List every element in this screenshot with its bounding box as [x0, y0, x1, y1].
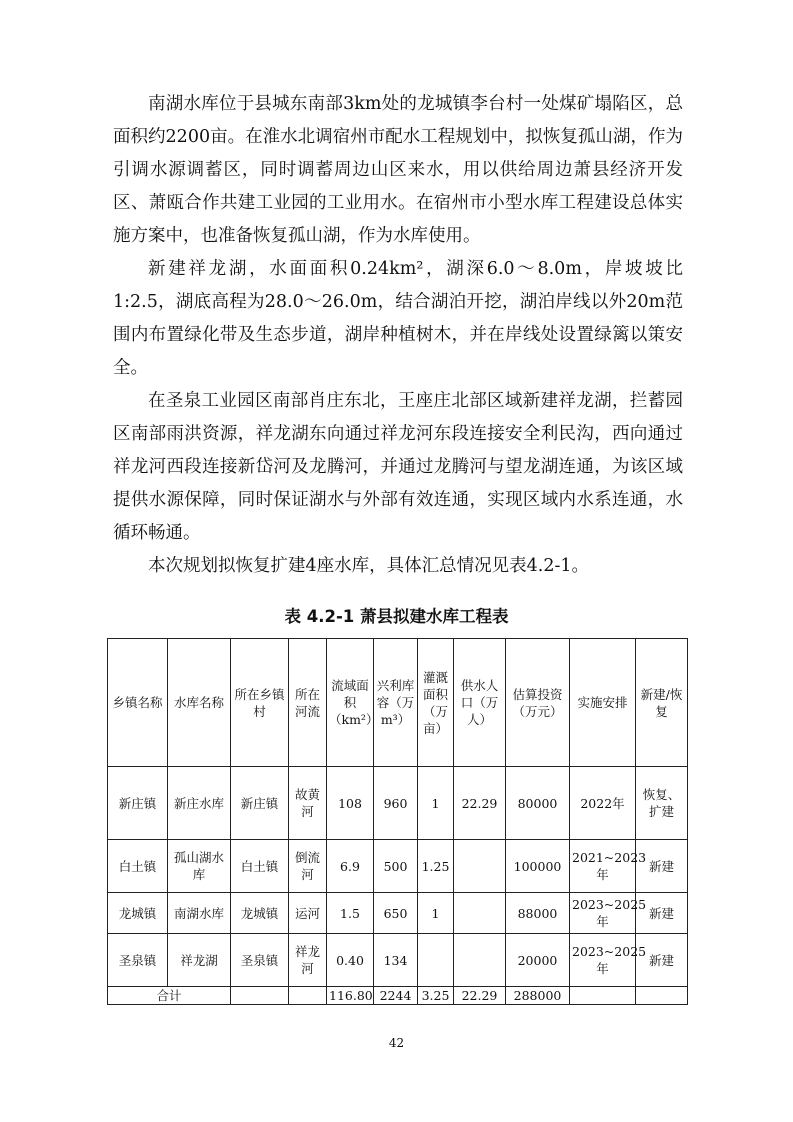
table-cell: 新庄镇: [108, 767, 168, 840]
table-cell: 116.80: [327, 987, 374, 1005]
table-row: [108, 934, 688, 987]
table-cell: 故黄河: [289, 767, 327, 840]
table-cell: 新庄镇: [231, 767, 289, 840]
table-cell: [231, 987, 289, 1005]
table-cell: 2023~2025年: [570, 934, 636, 987]
table-cell: [289, 987, 327, 1005]
table-cell: 祥龙河: [289, 934, 327, 987]
header-cell: 灌溉面积（万亩）: [418, 639, 454, 767]
table-cell: 2021~2023年: [570, 840, 636, 893]
paragraph-nanhu: 南湖水库位于县城东南部3km处的龙城镇李台村一处煤矿塌陷区，总面积约2200亩。在淮水北调宿州市配水工程规划中，拟恢复孤山湖，作为引调水源调蓄区，同时调蓄周边山区来水，用以供给周边萧县经济开发区、萧瓯合作共建工业园的工业用水。在宿州市小型水库工程建设总体实施方案中，也准备恢复孤山湖，作为水库使用。: [113, 94, 683, 246]
table-cell: 88000: [506, 893, 570, 934]
table-cell: 新庄水库: [168, 767, 231, 840]
table-cell: 20000: [506, 934, 570, 987]
table-cell: 22.29: [454, 767, 506, 840]
table-cell: 6.9: [327, 840, 374, 893]
table-cell: [454, 893, 506, 934]
table-cell: 新建: [636, 893, 688, 934]
table-cell: 运河: [289, 893, 327, 934]
paragraph-xianglong-spec: 新建祥龙湖，水面面积0.24km²，湖深6.0～8.0m，岸坡坡比1:2.5，湖底高程为28.0～26.0m，结合湖泊开挖，湖泊岸线以外20m范围内布置绿化带及生态步道，湖岸种植树木，并在岸线处设置绿篱以策安全。: [113, 259, 683, 378]
header-cell: 实施安排: [570, 639, 636, 767]
table-cell: 134: [374, 934, 418, 987]
header-cell: 乡镇名称: [108, 639, 168, 767]
table-cell: 倒流河: [289, 840, 327, 893]
table-cell: 圣泉镇: [231, 934, 289, 987]
table-cell: 孤山湖水库: [168, 840, 231, 893]
table-cell: 80000: [506, 767, 570, 840]
table-cell: 500: [374, 840, 418, 893]
header-cell: 兴利库容（万m³）: [374, 639, 418, 767]
table-cell: 恢复、扩建: [636, 767, 688, 840]
table-cell: 南湖水库: [168, 893, 231, 934]
table-cell: 22.29: [454, 987, 506, 1005]
table-cell: [636, 987, 688, 1005]
table-header-row: [108, 639, 688, 767]
table-cell: 3.25: [418, 987, 454, 1005]
table-cell: 2022年: [570, 767, 636, 840]
table-cell: [454, 934, 506, 987]
table-cell: 圣泉镇: [108, 934, 168, 987]
total-label: 合计: [108, 987, 231, 1005]
table-row: [108, 840, 688, 893]
table-row: [108, 767, 688, 840]
table-cell: 祥龙湖: [168, 934, 231, 987]
table-cell: 960: [374, 767, 418, 840]
table-cell: 1: [418, 767, 454, 840]
header-cell: 新建/恢复: [636, 639, 688, 767]
table-cell: 108: [327, 767, 374, 840]
reservoir-table: [107, 638, 688, 1005]
table-cell: 1.5: [327, 893, 374, 934]
body-text: [113, 88, 683, 583]
table-cell: [418, 934, 454, 987]
table-cell: 288000: [506, 987, 570, 1005]
table-cell: 龙城镇: [108, 893, 168, 934]
table-cell: 1.25: [418, 840, 454, 893]
header-cell: 流域面积（km²）: [327, 639, 374, 767]
table-cell: 新建: [636, 840, 688, 893]
header-cell: 所在乡镇村: [231, 639, 289, 767]
table-cell: 白土镇: [231, 840, 289, 893]
table-cell: [570, 987, 636, 1005]
table-cell: 0.40: [327, 934, 374, 987]
table-cell: [454, 840, 506, 893]
page-number: 42: [388, 1036, 405, 1050]
table-cell: 1: [418, 893, 454, 934]
table-cell: 龙城镇: [231, 893, 289, 934]
header-cell: 估算投资（万元）: [506, 639, 570, 767]
table-cell: 2244: [374, 987, 418, 1005]
table-cell: 2023~2025年: [570, 893, 636, 934]
paragraph-xianglong-location: 在圣泉工业园区南部肖庄东北，王座庄北部区域新建祥龙湖，拦蓄园区南部雨洪资源，祥龙湖东向通过祥龙河东段连接安全利民沟，西向通过祥龙河西段连接新岱河及龙腾河，并通过龙腾河与望龙湖连通，为该区域提供水源保障，同时保证湖水与外部有效连通，实现区域内水系连通，水循环畅通。: [113, 391, 683, 543]
header-cell: 水库名称: [168, 639, 231, 767]
table-cell: 白土镇: [108, 840, 168, 893]
table-row: [108, 893, 688, 934]
table-caption: 表 4.2-1 萧县拟建水库工程表: [284, 607, 509, 626]
table-total-row: [108, 987, 688, 1005]
paragraph-summary: 本次规划拟恢复扩建4座水库，具体汇总情况见表4.2-1。: [148, 556, 590, 576]
table-cell: 650: [374, 893, 418, 934]
table-cell: 新建: [636, 934, 688, 987]
table-cell: 100000: [506, 840, 570, 893]
header-cell: 供水人口（万人）: [454, 639, 506, 767]
header-cell: 所在河流: [289, 639, 327, 767]
